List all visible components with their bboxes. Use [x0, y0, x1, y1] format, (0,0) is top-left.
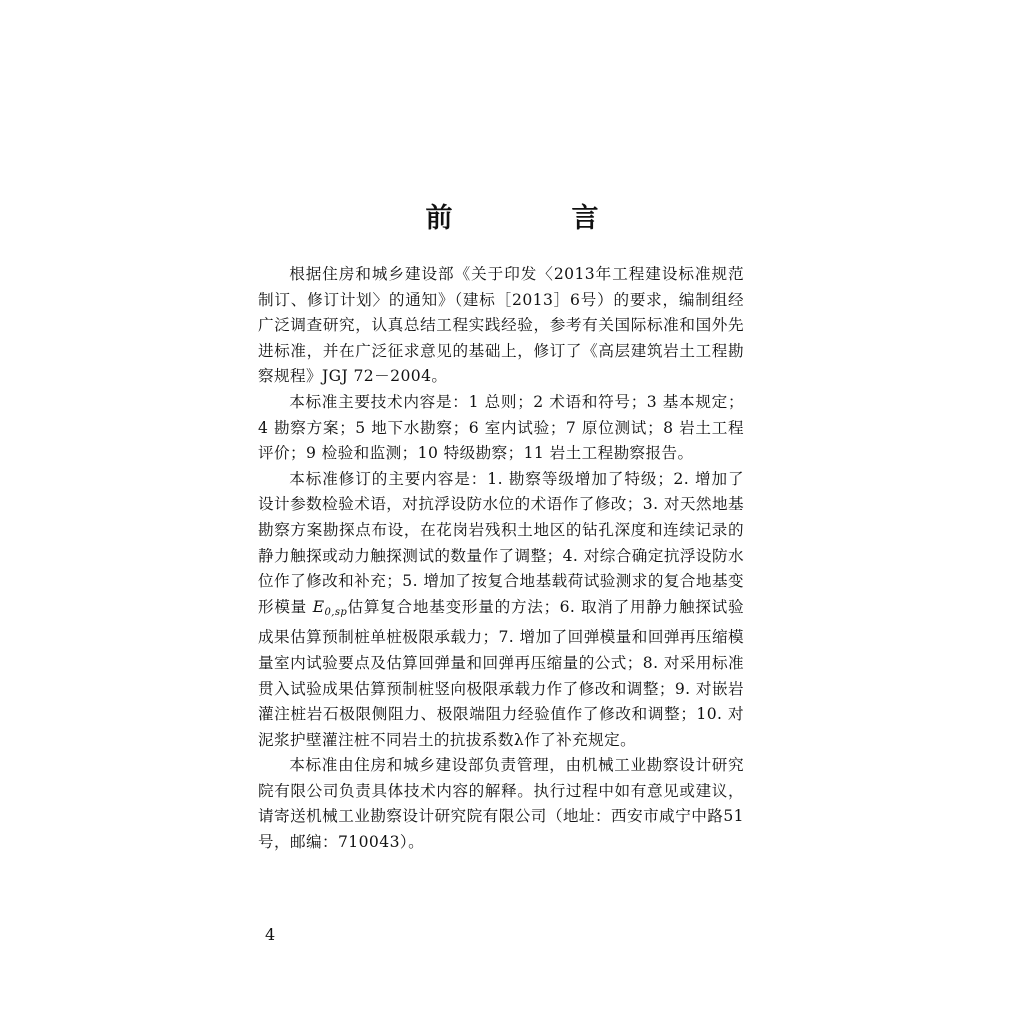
paragraph-main-contents: 本标准主要技术内容是：1 总则；2 术语和符号；3 基本规定；4 勘察方案；5 地下水勘察；6 室内试验；7 原位测试；8 岩土工程评价；9 检验和监测；10 特级勘察；11 岩土工程勘察报告。	[258, 392, 744, 463]
page-title: 前 言	[425, 203, 645, 234]
revision-text-part2: 估算复合地基变形量的方法；6. 取消了用静力触探试验成果估算预制桩单桩极限承载力；7. 增加了回弹模量和回弹再压缩模量室内试验要点及估算回弹量和回弹再压缩量的公式；8. 对采用标准贯入试验成果估算预制桩竖向极限承载力作了修改和调整；9. 对嵌岩灌注桩岩石极限侧阻力、极限端阻力经验值作了修改和调整；10. 对泥浆护壁灌注桩不同岩土的抗拔系数λ作了补充规定。	[258, 597, 744, 749]
modulus-symbol-main: E	[312, 597, 325, 616]
revision-text-part1: 本标准修订的主要内容是：1. 勘察等级增加了特级；2. 增加了设计参数检验术语，对抗浮设防水位的术语作了修改；3. 对天然地基勘察方案勘探点布设，在花岗岩残积土地区的钻孔深度和连续记录的静力触探或动力触探测试的数量作了调整；4. 对综合确定抗浮设防水位作了修改和补充；5. 增加了按复合地基载荷试验测求的复合地基变形模量	[258, 469, 744, 616]
paragraph-management: 本标准由住房和城乡建设部负责管理，由机械工业勘察设计研究院有限公司负责具体技术内容的解释。执行过程中如有意见或建议，请寄送机械工业勘察设计研究院有限公司（地址：西安市咸宁中路51号，邮编：710043）。	[258, 756, 744, 852]
modulus-symbol-subscript: 0,sp	[324, 606, 348, 618]
body-text	[258, 262, 744, 856]
page-number: 4	[265, 925, 276, 944]
modulus-symbol	[313, 598, 347, 616]
paragraph-revision-contents	[258, 467, 744, 754]
paragraph-background: 根据住房和城乡建设部《关于印发〈2013年工程建设标准规范制订、修订计划〉的通知》（建标［2013］6号）的要求，编制组经广泛调查研究，认真总结工程实践经验，参考有关国际标准和国外先进标准，并在广泛征求意见的基础上，修订了《高层建筑岩土工程勘察规程》JGJ 72－2004。	[258, 265, 744, 386]
